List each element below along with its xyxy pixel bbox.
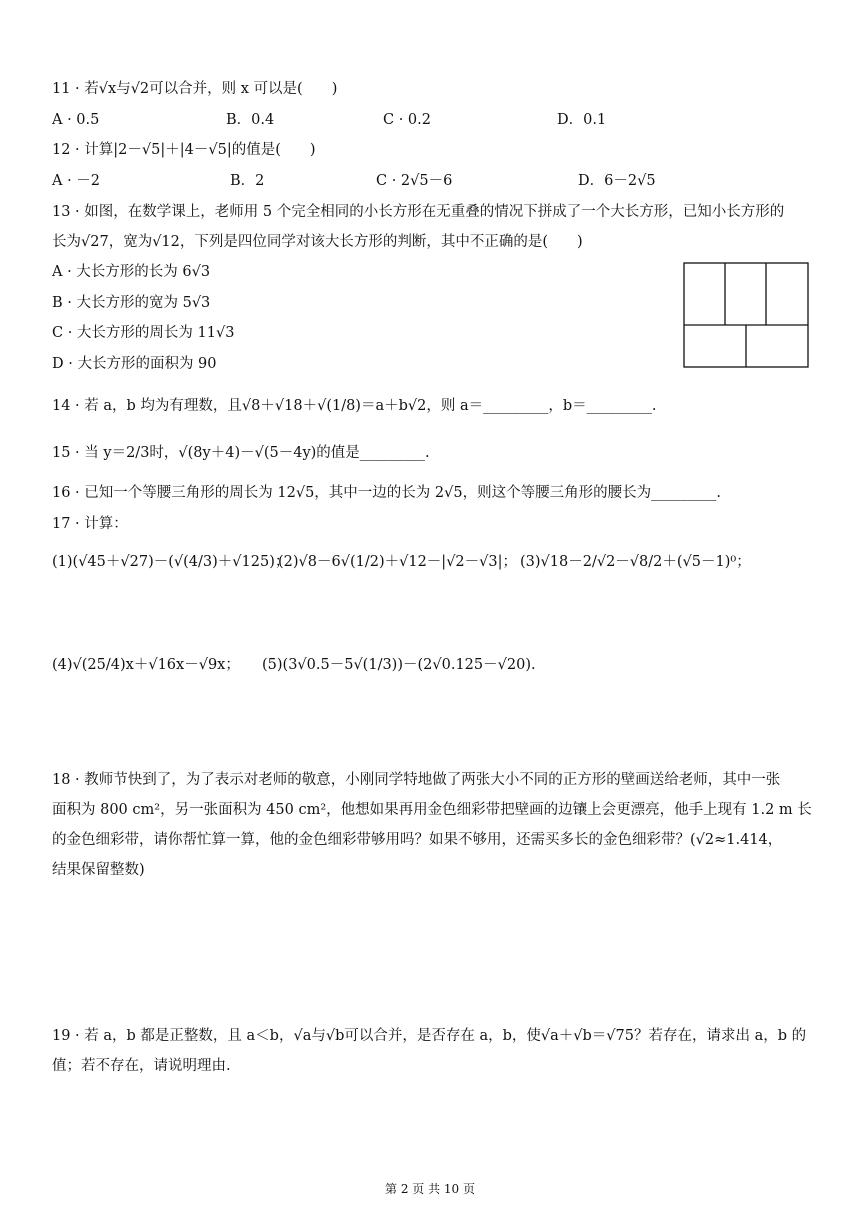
question-12-stem: 12 · 计算|2－√5|＋|4－√5|的值是( ) [52, 142, 316, 158]
question-18-line-2: 面积为 800 cm²，另一张面积为 450 cm²，他想如果再用金色细彩带把壁画的边镶上会更漂亮，他手上现有 1.2 m 长 [52, 802, 812, 818]
q11-option-b: B．0.4 [226, 112, 275, 128]
question-14: 14 · 若 a，b 均为有理数，且√8＋√18＋√(1/8)＝a＋b√2，则 a＝_________，b＝_________. [52, 398, 657, 414]
question-18-line-1: 18 · 教师节快到了，为了表示对老师的敬意，小刚同学特地做了两张大小不同的正方形的壁画送给老师，其中一张 [52, 772, 781, 788]
q12-option-a: A · －2 [52, 173, 101, 189]
q11-option-a: A · 0.5 [52, 112, 100, 128]
question-17-title: 17 · 计算： [52, 516, 128, 532]
q13-option-a: A · 大长方形的长为 6√3 [52, 264, 211, 280]
question-19-line-2: 值；若不存在，请说明理由. [52, 1058, 231, 1074]
q11-option-d: D．0.1 [557, 112, 607, 128]
q17-item-1: (1)(√45＋√27)－(√(4/3)＋√125)； [52, 554, 290, 570]
q12-option-d: D．6－2√5 [578, 173, 656, 189]
q17-item-3: (3)√18－2/√2－√8/2＋(√5－1)⁰； [520, 554, 751, 570]
question-18-line-4: 结果保留整数) [52, 862, 145, 878]
q13-option-d: D · 大长方形的面积为 90 [52, 356, 217, 372]
question-19-line-1: 19 · 若 a，b 都是正整数，且 a＜b，√a与√b可以合并，是否存在 a，b，使√a＋√b＝√75？若存在，请求出 a，b 的 [52, 1028, 807, 1044]
question-13-stem-line1: 13 · 如图，在数学课上，老师用 5 个完全相同的小长方形在无重叠的情况下拼成了一个大长方形，已知小长方形的 [52, 204, 785, 220]
q13-option-b: B · 大长方形的宽为 5√3 [52, 295, 211, 311]
rectangle-figure [683, 262, 809, 368]
question-13-stem-line2: 长为√27，宽为√12，下列是四位同学对该大长方形的判断，其中不正确的是( ) [52, 234, 583, 250]
q13-option-c: C · 大长方形的周长为 11√3 [52, 325, 235, 341]
q12-option-c: C · 2√5－6 [376, 173, 453, 189]
page-footer: 第 2 页 共 10 页 [385, 1182, 475, 1196]
question-11-stem: 11 · 若√x与√2可以合并，则 x 可以是( ) [52, 81, 338, 97]
question-15: 15 · 当 y＝2/3时，√(8y＋4)－√(5－4y)的值是_________. [52, 445, 430, 461]
q17-item-5: (5)(3√0.5－5√(1/3))－(2√0.125－√20). [262, 657, 536, 673]
question-18-line-3: 的金色细彩带，请你帮忙算一算，他的金色细彩带够用吗？如果不够用，还需买多长的金色细彩带？(√2≈1.414， [52, 832, 783, 848]
q17-item-4: (4)√(25/4)x＋√16x－√9x； [52, 657, 240, 673]
question-16: 16 · 已知一个等腰三角形的周长为 12√5，其中一边的长为 2√5，则这个等腰三角形的腰长为_________. [52, 485, 721, 501]
q12-option-b: B．2 [230, 173, 265, 189]
q17-item-2: (2)√8－6√(1/2)＋√12－|√2－√3|； [278, 554, 518, 570]
q11-option-c: C · 0.2 [383, 112, 431, 128]
